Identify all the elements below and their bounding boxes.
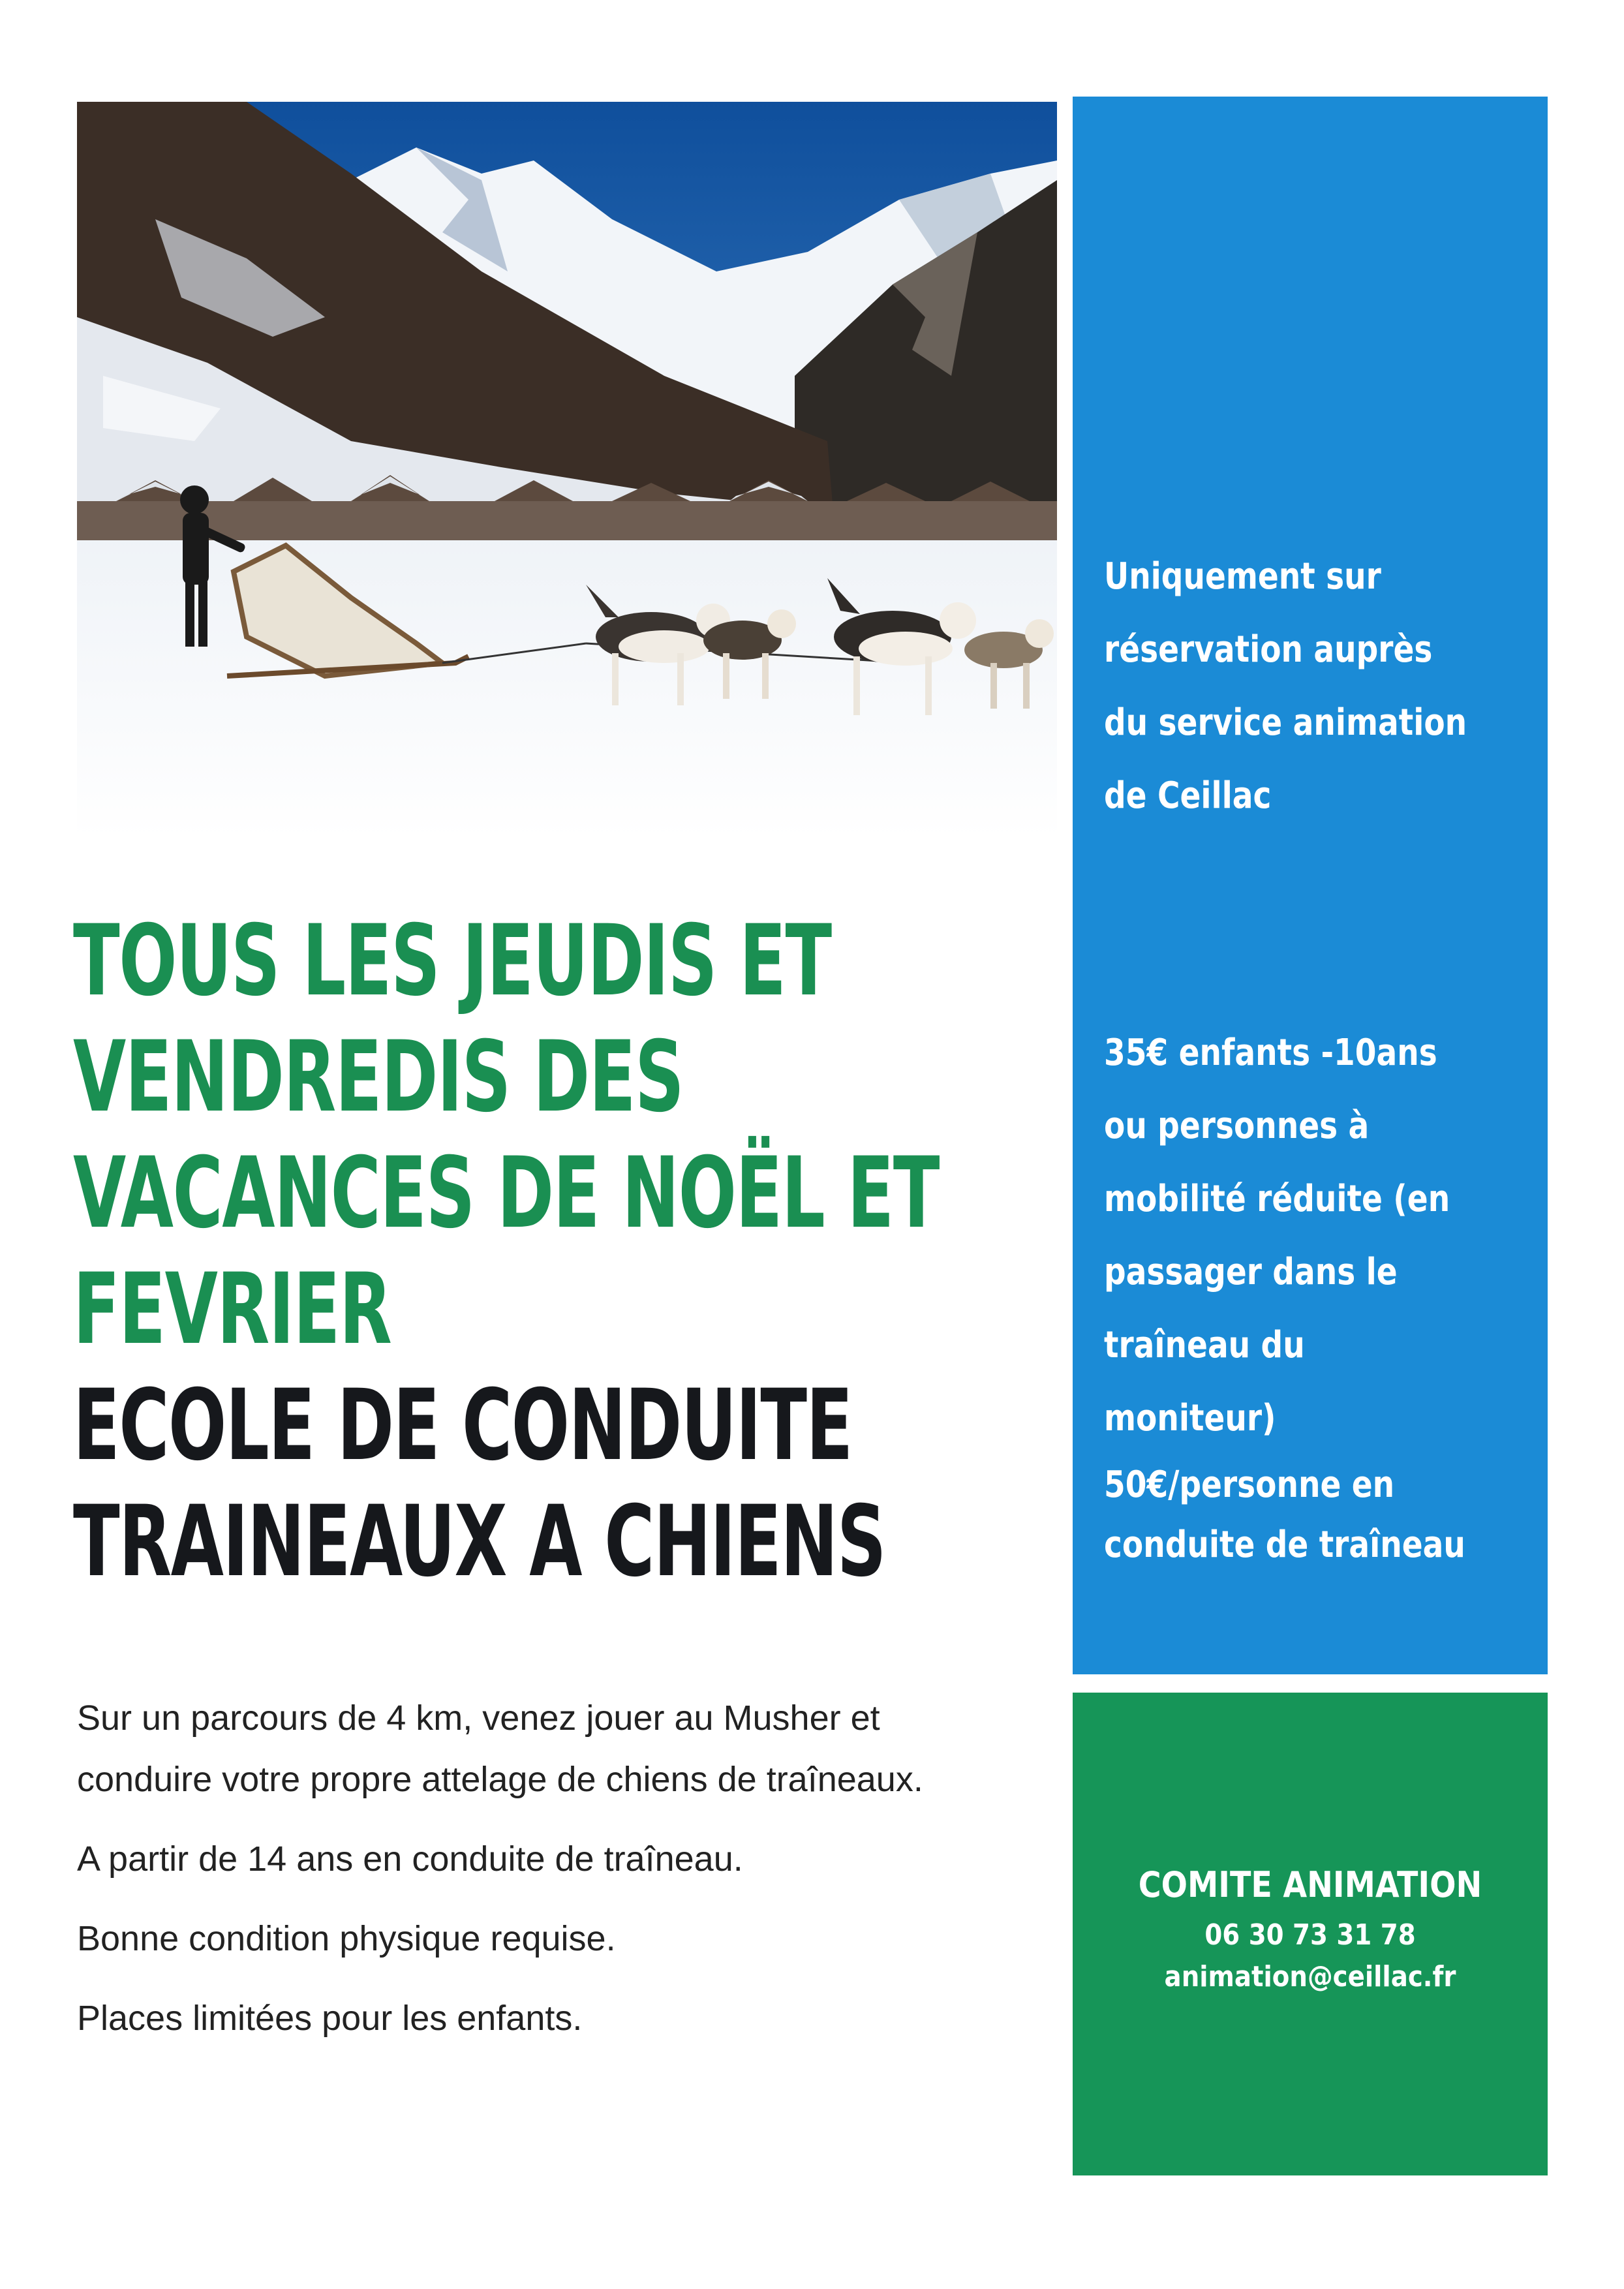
headline-line: FEVRIER bbox=[73, 1253, 391, 1366]
price-line: traîneau du bbox=[1104, 1324, 1305, 1366]
description-line: Places limitées pour les enfants. bbox=[77, 1999, 583, 2038]
contact-phone: 06 30 73 31 78 bbox=[1204, 1918, 1416, 1952]
booking-line: Uniquement sur bbox=[1104, 555, 1381, 598]
headline bbox=[73, 903, 1071, 1600]
price-line: 35€ enfants -10ans bbox=[1104, 1032, 1437, 1074]
price-line: moniteur) bbox=[1104, 1397, 1276, 1439]
description-line: conduire votre propre attelage de chiens de traîneaux. bbox=[77, 1760, 923, 1799]
description-line: Sur un parcours de 4 km, venez jouer au Musher et bbox=[77, 1698, 880, 1738]
title-line: TRAINEAUX A CHIENS bbox=[73, 1485, 886, 1599]
headline-line: VACANCES DE NOËL ET bbox=[73, 1137, 940, 1250]
headline-line: VENDREDIS DES bbox=[73, 1021, 684, 1134]
contact-panel bbox=[1073, 1693, 1548, 2175]
price-info bbox=[1104, 1017, 1520, 1582]
dog-sled-mountain-photo bbox=[77, 102, 1057, 838]
headline-line: TOUS LES JEUDIS ET bbox=[73, 904, 831, 1018]
description bbox=[77, 1687, 1043, 2049]
photo-illustration bbox=[77, 102, 1057, 838]
price-line: mobilité réduite (en bbox=[1104, 1178, 1450, 1220]
contact-email[interactable]: animation@ceillac.fr bbox=[1164, 1960, 1456, 1993]
info-panel bbox=[1073, 97, 1548, 1674]
price-line: conduite de traîneau bbox=[1104, 1524, 1465, 1566]
booking-line: réservation auprès bbox=[1104, 628, 1433, 671]
price-line: passager dans le bbox=[1104, 1251, 1398, 1293]
description-line: Bonne condition physique requise. bbox=[77, 1919, 616, 1958]
booking-line: de Ceillac bbox=[1104, 775, 1272, 817]
price-line: 50€/personne en bbox=[1104, 1464, 1395, 1506]
booking-line: du service animation bbox=[1104, 701, 1467, 744]
price-line: ou personnes à bbox=[1104, 1105, 1370, 1147]
title-line: ECOLE DE CONDUITE bbox=[73, 1369, 852, 1482]
booking-info bbox=[1104, 540, 1520, 833]
contact-title: COMITE ANIMATION bbox=[1138, 1864, 1482, 1905]
description-line: A partir de 14 ans en conduite de traîneau. bbox=[77, 1839, 743, 1879]
contact-block bbox=[1073, 1856, 1548, 1998]
